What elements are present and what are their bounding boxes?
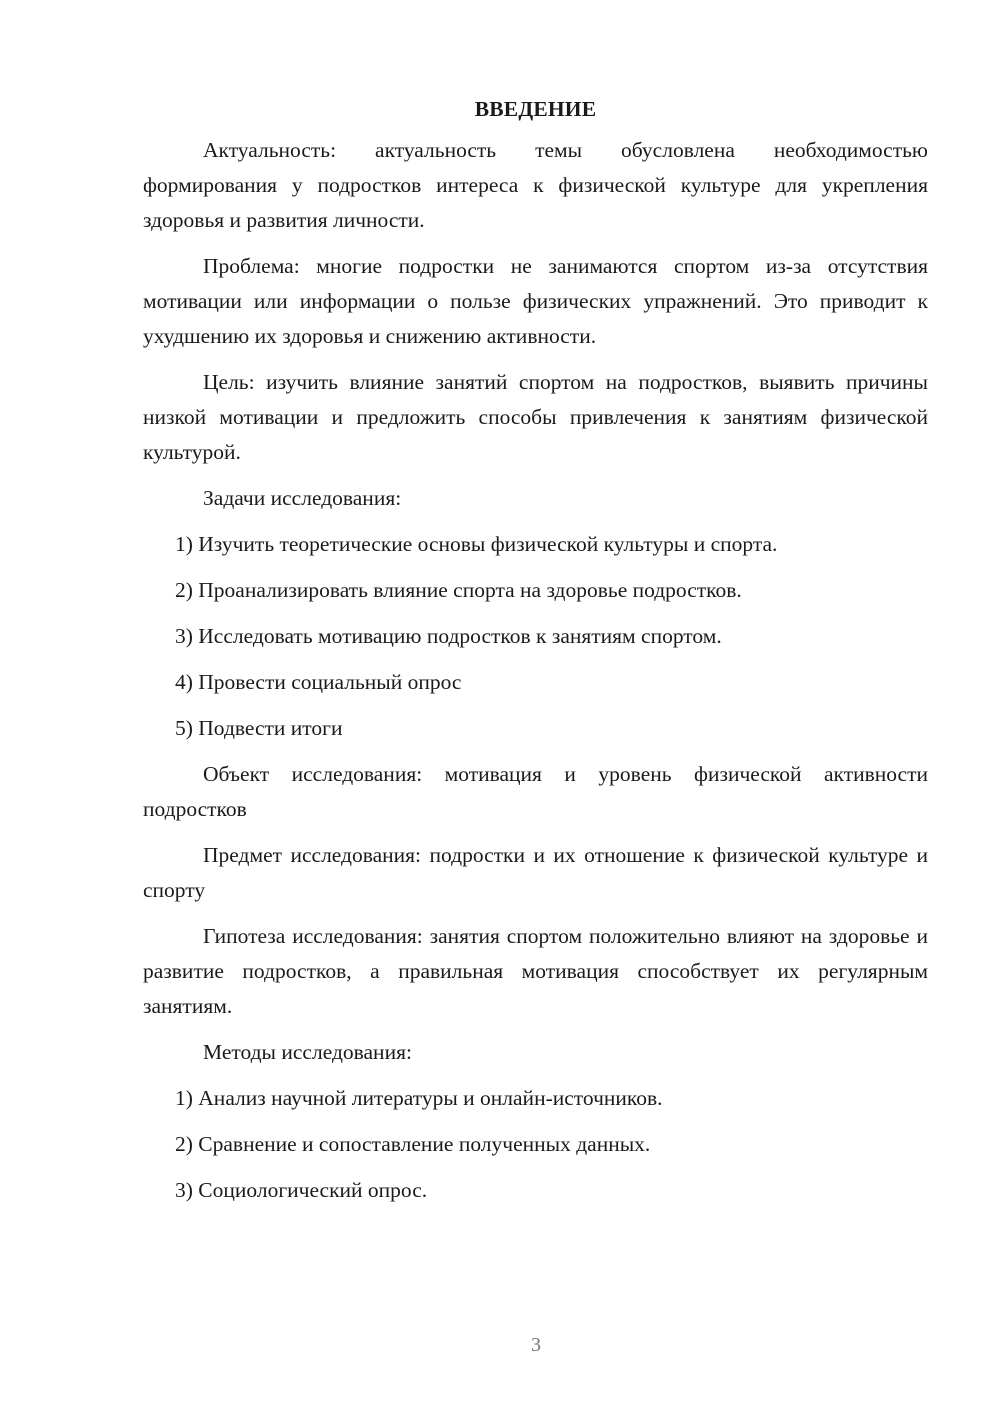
method-item: 1) Анализ научной литературы и онлайн-источников.	[175, 1086, 663, 1110]
task-item: 1) Изучить теоретические основы физической культуры и спорта.	[175, 532, 778, 556]
method-item: 2) Сравнение и сопоставление полученных данных.	[175, 1132, 651, 1156]
tasks-list	[143, 527, 928, 746]
task-item: 2) Проанализировать влияние спорта на здоровье подростков.	[175, 578, 742, 602]
relevance-paragraph: Актуальность: актуальность темы обусловлена необходимостью формирования у подростков интереса к физической культуре для укрепления здоровья и развития личности.	[143, 138, 928, 232]
object-paragraph: Объект исследования: мотивация и уровень физической активности подростков	[143, 762, 928, 821]
document-page	[143, 92, 928, 1219]
page-number: 3	[531, 1334, 541, 1356]
goal-paragraph: Цель: изучить влияние занятий спортом на подростков, выявить причины низкой мотивации и предложить способы привлечения к занятиям физической культурой.	[143, 370, 928, 464]
task-item: 3) Исследовать мотивацию подростков к занятиям спортом.	[175, 624, 722, 648]
section-heading: ВВЕДЕНИЕ	[474, 97, 597, 121]
task-item: 4) Провести социальный опрос	[175, 670, 462, 694]
methods-list	[143, 1081, 928, 1208]
subject-paragraph: Предмет исследования: подростки и их отношение к физической культуре и спорту	[143, 843, 928, 902]
hypothesis-paragraph: Гипотеза исследования: занятия спортом положительно влияют на здоровье и развитие подростков, а правильная мотивация способствует их регулярным занятиям.	[143, 924, 928, 1018]
tasks-label: Задачи исследования:	[203, 486, 402, 510]
methods-label: Методы исследования:	[203, 1040, 412, 1064]
task-item: 5) Подвести итоги	[175, 716, 343, 740]
method-item: 3) Социологический опрос.	[175, 1178, 428, 1202]
problem-paragraph: Проблема: многие подростки не занимаются спортом из-за отсутствия мотивации или информации о пользе физических упражнений. Это приводит к ухудшению их здоровья и снижению активности.	[143, 254, 928, 348]
